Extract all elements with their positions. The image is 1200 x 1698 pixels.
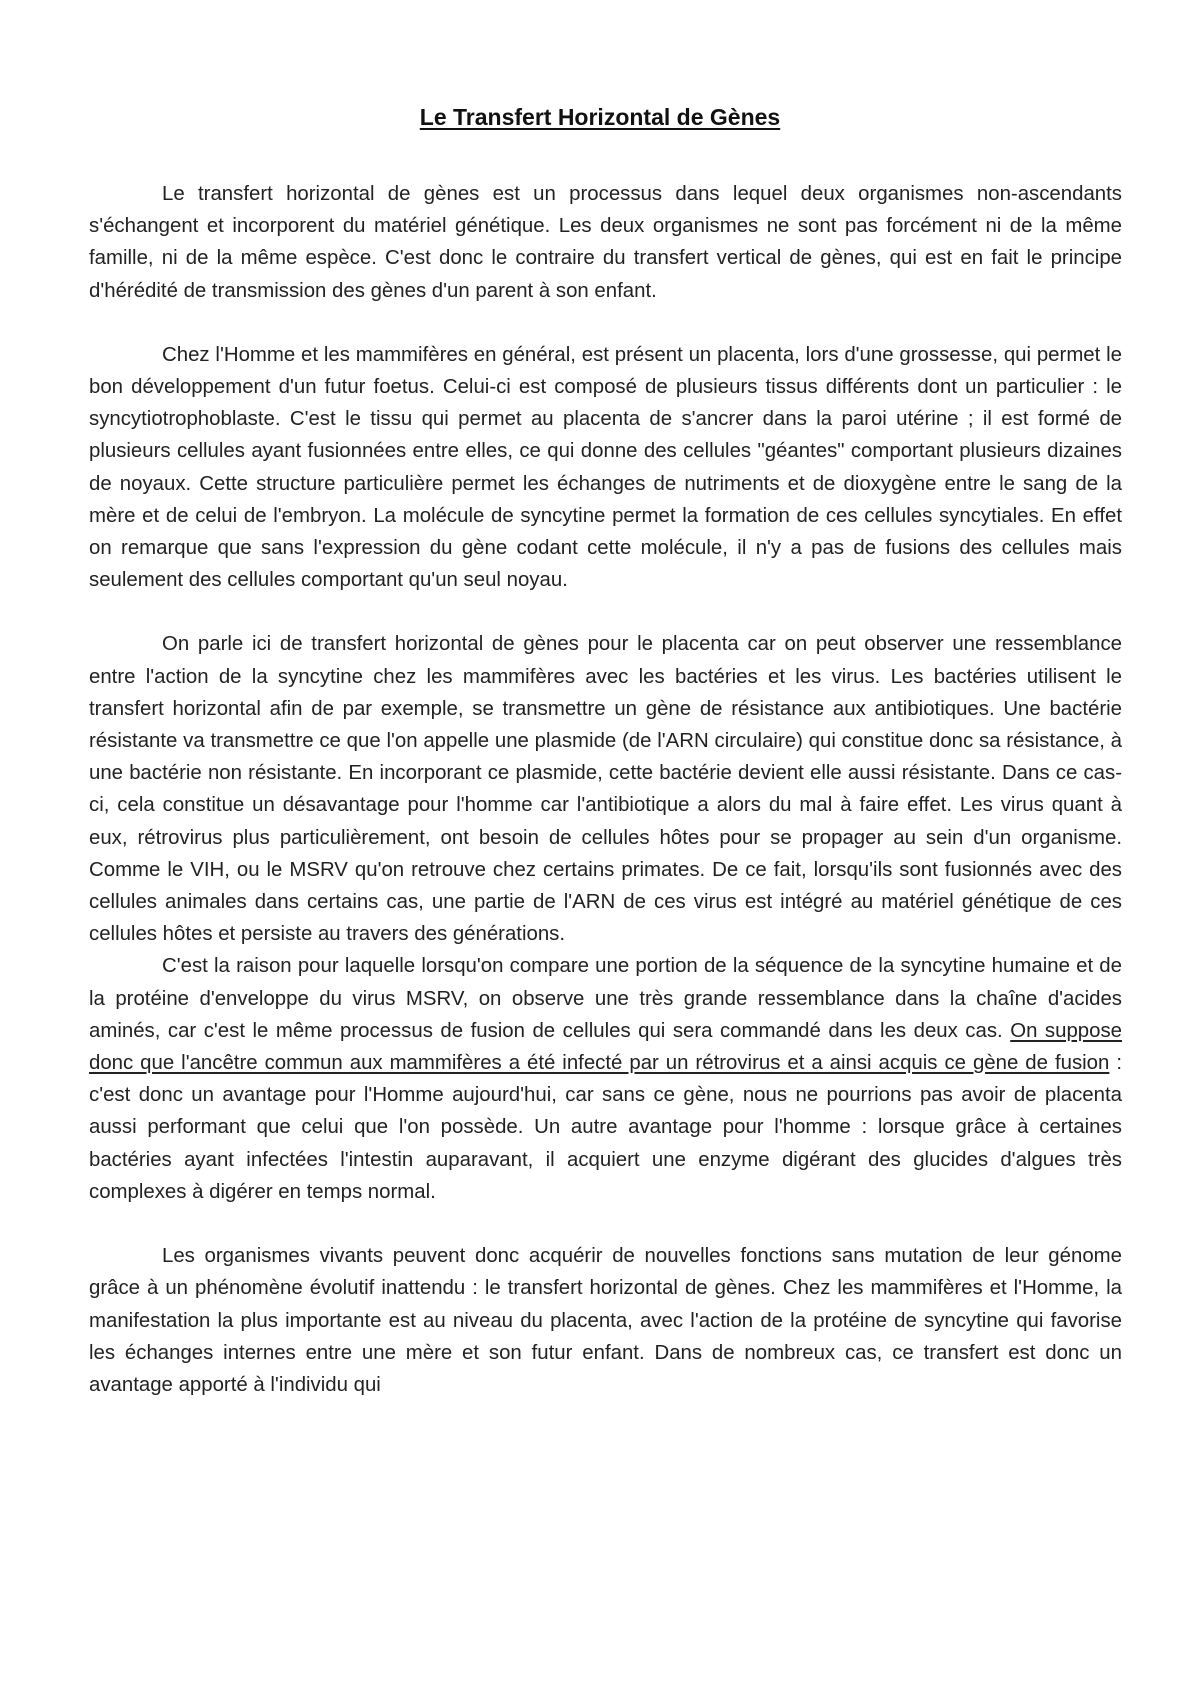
paragraph-text-end: : c'est donc un avantage pour l'Homme aujourd'hui, car sans ce gène, nous ne pourrions pas avoir de placenta aussi performant que celui que l'on possède. Un autre avantage pour l'homme : lorsque grâce à certaines bactéries ayant infectées l'intestin auparavant, il acquiert une enzyme digérant des glucides d'algues très complexes à digérer en temps normal. [89,1052,1122,1203]
paragraph-conclusion: Les organismes vivants peuvent donc acquérir de nouvelles fonctions sans mutation de leur génome grâce à un phénomène évolutif inattendu : le transfert horizontal de gènes. Chez les mammifères et l'Homme, la manifestation la plus importante est au niveau du placenta, avec l'action de la protéine de syncytine qui favorise les échanges internes entre une mère et son futur enfant. Dans de nombreux cas, ce transfert est donc un avantage apporté à l'individu qui [89,1245,1122,1396]
paragraph-text-start: C'est la raison pour laquelle lorsqu'on compare une portion de la séquence de la syncytine humaine et de la protéine d'enveloppe du virus MSRV, on observe une très grande ressemblance dans la chaîne d'acides aminés, car c'est le même processus de fusion de cellules qui sera commandé dans les deux cas. [89,955,1122,1042]
paragraph-definition: Le transfert horizontal de gènes est un processus dans lequel deux organismes non-ascendants s'échangent et incorporent du matériel génétique. Les deux organismes ne sont pas forcément ni de la même famille, ni de la même espèce. C'est donc le contraire du transfert vertical de gènes, qui est en fait le principe d'hérédité de transmission des gènes d'un parent à son enfant. [89,183,1122,302]
document-title: Le Transfert Horizontal de Gènes [419,104,781,130]
paragraph-bacteria-viruses: On parle ici de transfert horizontal de gènes pour le placenta car on peut observer une ressemblance entre l'action de la syncytine chez les mammifères avec les bactéries et les virus. Les bactéries utilisent le transfert horizontal afin de par exemple, se transmettre un gène de résistance aux antibiotiques. Une bactérie résistante va transmettre ce que l'on appelle une plasmide (de l'ARN circulaire) qui constitue donc sa résistance, à une bactérie non résistante. En incorporant ce plasmide, cette bactérie devient elle aussi résistante. Dans ce cas-ci, cela constitue un désavantage pour l'homme car l'antibiotique a alors du mal à faire effet. Les virus quant à eux, rétrovirus plus particulièrement, ont besoin de cellules hôtes pour se propager au sein d'un organisme. Comme le VIH, ou le MSRV qu'on retrouve chez certains primates. De ce fait, lorsqu'ils sont fusionnés avec des cellules animales dans certains cas, une partie de l'ARN de ces virus est intégré au matériel génétique de ces cellules hôtes et persiste au travers des générations. [89,633,1122,946]
paragraph-placenta: Chez l'Homme et les mammifères en général, est présent un placenta, lors d'une grossesse, qui permet le bon développement d'un futur foetus. Celui-ci est composé de plusieurs tissus différents dont un particulier : le syncytiotrophoblaste. C'est le tissu qui permet au placenta de s'ancrer dans la paroi utérine ; il est formé de plusieurs cellules ayant fusionnées entre elles, ce qui donne des cellules "géantes" comportant plusieurs dizaines de noyaux. Cette structure particulière permet les échanges de nutriments et de dioxygène entre le sang de la mère et de celui de l'embryon. La molécule de syncytine permet la formation de ces cellules syncytiales. En effet on remarque que sans l'expression du gène codant cette molécule, il n'y a pas de fusions des cellules mais seulement des cellules comportant qu'un seul noyau. [89,343,1122,592]
document-body [89,178,1122,1401]
paragraph-syncytine-comparison [89,950,1122,1208]
underlined-hypothesis: On suppose donc que l'ancêtre commun aux mammifères a été infecté par un rétrovirus et a ainsi acquis ce gène de fusion [89,1019,1123,1075]
